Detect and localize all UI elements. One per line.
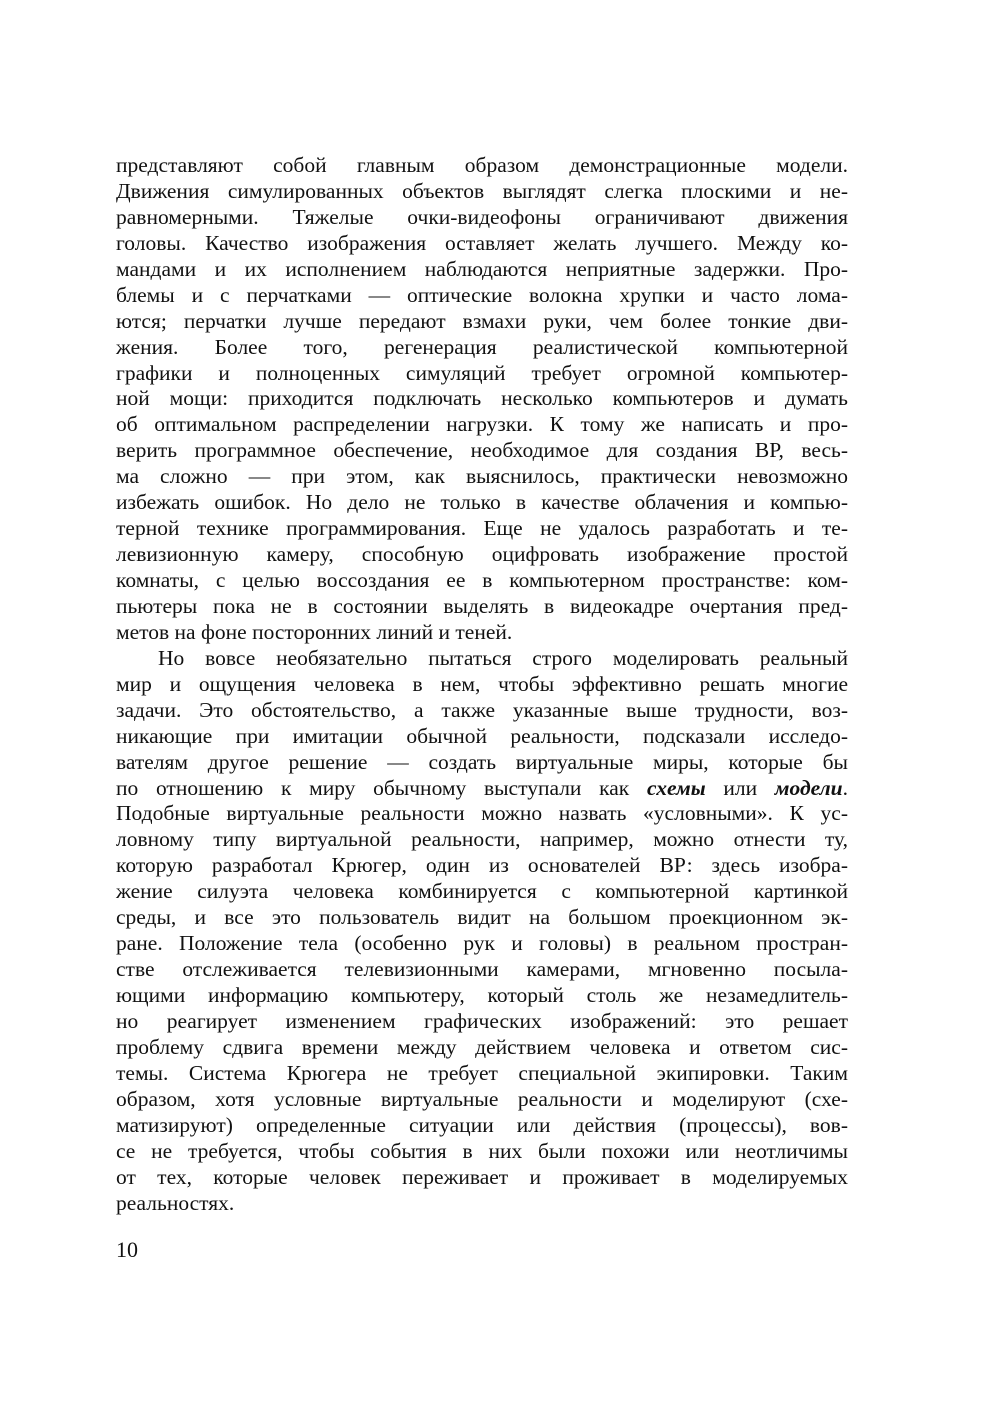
- text-line: ране. Положение тела (особенно рук и головы) в реальном простран-: [116, 931, 848, 956]
- text-line: никающие при имитации обычной реальности, подсказали исследо-: [116, 723, 848, 748]
- text-line: ловному типу виртуальной реальности, например, можно отнести ту,: [116, 827, 848, 852]
- text-line: жения. Более того, регенерация реалистической компьютерной: [116, 334, 848, 359]
- text-line: ются; перчатки лучше передают взмахи руки, чем более тонкие дви-: [116, 308, 848, 333]
- text-line: головы. Качество изображения оставляет желать лучшего. Между ко-: [116, 230, 848, 255]
- text-line: равномерными. Тяжелые очки-видеофоны ограничивают движения: [116, 204, 848, 229]
- text-line: матизируют) определенные ситуации или действия (процессы), вов-: [116, 1112, 848, 1137]
- text-line: ющими информацию компьютеру, который столь же незамедлитель-: [116, 983, 848, 1007]
- text-line: комнаты, с целью воссоздания ее в компьютерном пространстве: ком-: [116, 568, 848, 592]
- text-line: задачи. Это обстоятельство, а также указанные выше трудности, воз-: [116, 697, 848, 722]
- page-body: [116, 153, 848, 1216]
- text-line: образом, хотя условные виртуальные реальности и моделируют (схе-: [116, 1086, 848, 1111]
- text-line: которую разработал Крюгер, один из основателей ВР: здесь изобра-: [116, 853, 848, 878]
- text-line: но реагирует изменением графических изображений: это решает: [116, 1008, 848, 1033]
- text-line-with-emphasis: [116, 776, 848, 802]
- text-line: Но вовсе необязательно пытаться строго моделировать реальный: [158, 645, 848, 670]
- text-line: верить программное обеспечение, необходимое для создания ВР, весь-: [116, 438, 848, 463]
- text-line: представляют собой главным образом демонстрационные модели.: [116, 153, 848, 177]
- emphasis-schemes: схемы: [646, 775, 706, 800]
- text-run: по отношению к миру обычному выступали как: [116, 775, 630, 800]
- text-line: терной технике программирования. Еще не удалось разработать и те-: [116, 516, 848, 541]
- text-line: левизионную камеру, способную оцифровать изображение простой: [116, 542, 848, 567]
- text-line: реальностях.: [116, 1190, 235, 1215]
- text-line: пьютеры пока не в состоянии выделять в видеокадре очертания пред-: [116, 593, 848, 618]
- text-run: или: [723, 775, 758, 800]
- emphasis-models: модели: [774, 775, 843, 800]
- text-line: Подобные виртуальные реальности можно назвать «условными». К ус-: [116, 801, 848, 826]
- text-line: жение силуэта человека комбинируется с компьютерной картинкой: [116, 879, 848, 904]
- text-line: ма сложно — при этом, как выяснилось, практически невозможно: [116, 464, 848, 489]
- text-line: графики и полноценных симуляций требует огромной компьютер-: [116, 360, 848, 385]
- text-line: от тех, которые человек переживает и проживает в моделируемых: [116, 1164, 848, 1189]
- text-line: Движения симулированных объектов выглядят слегка плоскими и не-: [116, 178, 848, 203]
- text-line: се не требуется, чтобы события в них были похожи или неотличимы: [116, 1138, 848, 1163]
- text-line: мир и ощущения человека в нем, чтобы эффективно решать многие: [116, 671, 848, 696]
- text-line: метов на фоне посторонних линий и теней.: [116, 619, 513, 644]
- text-line: темы. Система Крюгера не требует специальной экипировки. Таким: [116, 1060, 848, 1085]
- text-line: блемы и с перчатками — оптические волокна хрупки и часто лома-: [116, 282, 848, 307]
- text-run: .: [842, 775, 849, 800]
- paragraph-1: [116, 153, 848, 646]
- paragraph-2: [116, 646, 848, 1217]
- text-line: мандами и их исполнением наблюдаются неприятные задержки. Про-: [116, 256, 848, 281]
- text-line: избежать ошибок. Но дело не только в качестве облачения и компью-: [116, 490, 848, 515]
- text-line: вателям другое решение — создать виртуальные миры, которые бы: [116, 749, 848, 774]
- text-line: проблему сдвига времени между действием человека и ответом сис-: [116, 1034, 848, 1059]
- page-number: 10: [116, 1237, 138, 1262]
- text-line: среды, и все это пользователь видит на большом проекционном эк-: [116, 905, 848, 930]
- text-line: об оптимальном распределении нагрузки. К тому же написать и про-: [116, 412, 848, 437]
- text-line: ной мощи: приходится подключать несколько компьютеров и думать: [116, 386, 848, 411]
- text-line: стве отслеживается телевизионными камерами, мгновенно посыла-: [116, 957, 848, 982]
